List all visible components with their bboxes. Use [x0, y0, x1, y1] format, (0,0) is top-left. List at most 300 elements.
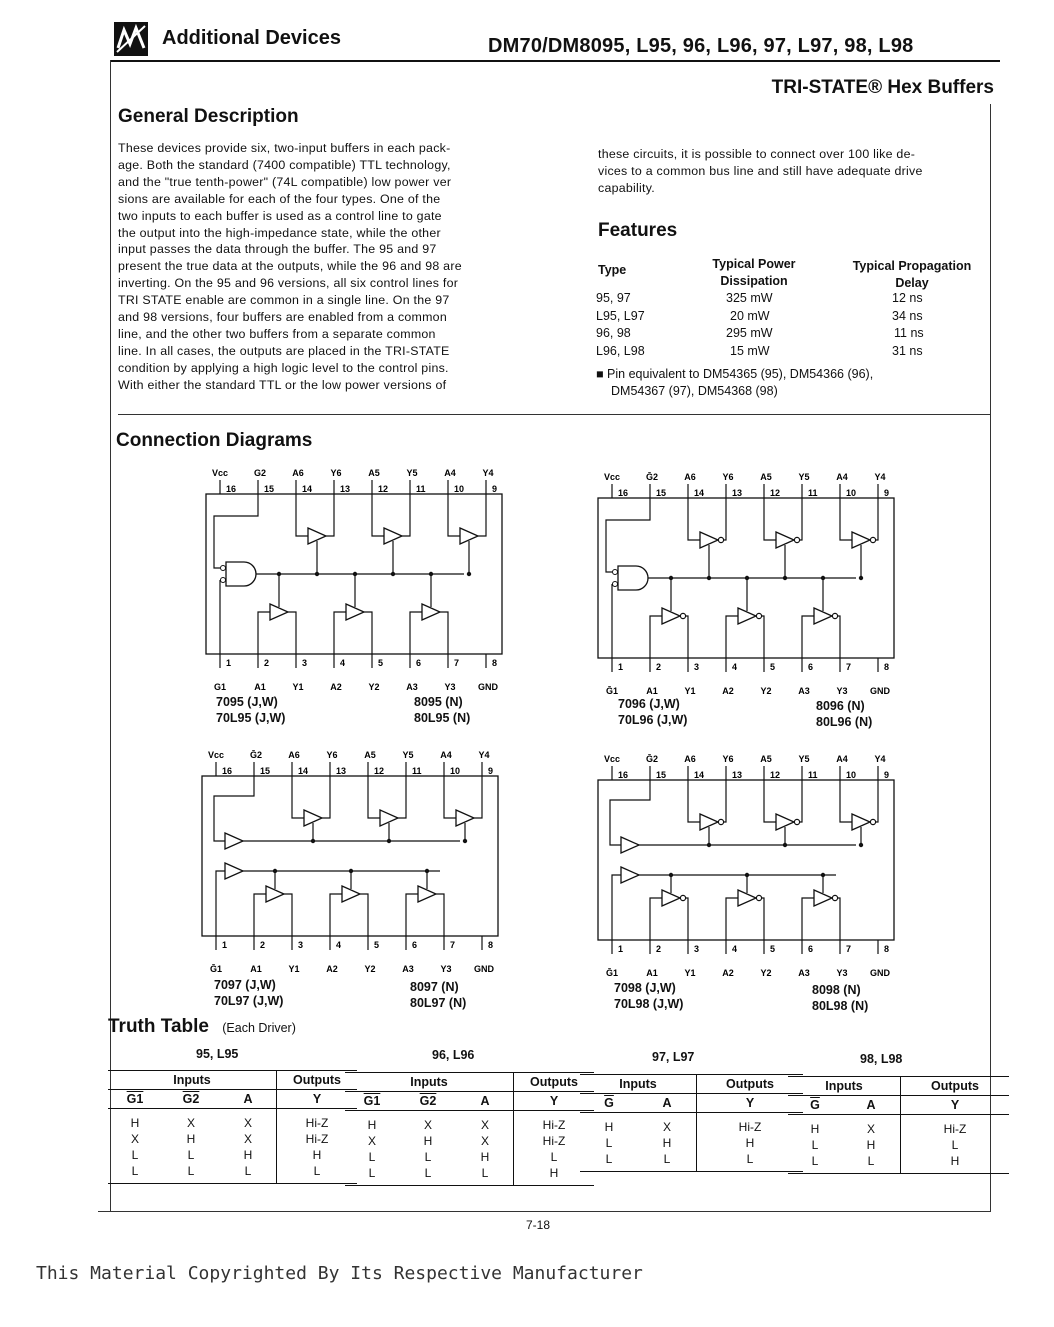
desc-line: vices to a common bus line and still have adequate drive	[598, 163, 923, 178]
general-description-heading: General Description	[118, 106, 299, 127]
wire	[610, 780, 650, 845]
wire	[840, 498, 852, 540]
tt-column-header: A	[220, 1090, 277, 1109]
wire	[326, 494, 334, 536]
bottom-pin-name: A3	[402, 964, 414, 974]
top-pin-name: Y5	[798, 754, 810, 764]
junction-dot	[463, 839, 467, 843]
top-pin-number: 12	[374, 766, 385, 776]
bottom-pin-name: Y1	[684, 968, 696, 978]
schematic-svg	[200, 746, 500, 976]
caption-left-97: 7097 (J,W) 70L97 (J,W)	[214, 978, 284, 1008]
table-cell: L	[399, 1165, 457, 1186]
tt-group-header-row	[108, 1071, 357, 1090]
top-pin-name: Y6	[722, 754, 734, 764]
feature-row: 96, 98 295 mW 11 ns	[596, 326, 924, 340]
table-row	[108, 1163, 357, 1184]
table-cell: H	[367, 1118, 377, 1132]
tt-label-97: 97, L97	[652, 1050, 695, 1064]
desc-line: These devices provide six, two-input buffers in each pack-	[118, 141, 451, 155]
table-cell: X	[186, 1116, 195, 1130]
tt-inputs-header: Inputs	[788, 1077, 901, 1096]
bottom-pin-number: 1	[226, 658, 232, 668]
bottom-pin-name: GND	[474, 964, 494, 974]
truth-table-3	[788, 1076, 1009, 1174]
top-pin-name: A5	[760, 754, 772, 764]
bottom-pin-number: 6	[808, 662, 814, 672]
table-cell: L	[811, 1138, 819, 1152]
desc-line: the output into the high-impedance state, while the other	[118, 225, 441, 240]
tt-column-header: G1	[108, 1090, 162, 1109]
feature-row: L96, L98 15 mW 31 ns	[596, 343, 923, 358]
wire	[726, 616, 738, 658]
wire	[838, 616, 840, 658]
bottom-pin-name: GND	[478, 682, 498, 692]
wire	[216, 871, 225, 936]
table-row	[788, 1153, 1009, 1174]
tt-group-header-row	[580, 1075, 803, 1094]
top-pin-number: 15	[656, 770, 667, 780]
tt-column-header-row	[788, 1096, 1009, 1115]
copyright-notice: This Material Copyrighted By Its Respective Manufacturer	[36, 1263, 643, 1284]
top-pin-name: A5	[760, 472, 772, 482]
top-pin-number: 14	[694, 770, 705, 780]
wire	[726, 898, 738, 940]
top-pin-name: Y5	[406, 468, 418, 478]
top-pin-number: 15	[656, 488, 667, 498]
table-row	[580, 1151, 803, 1172]
bullet-icon: ■	[596, 367, 604, 381]
wire	[762, 898, 764, 940]
bottom-pin-name: A2	[722, 686, 734, 696]
desc-line: age. Both the standard (7400 compatible) TTL technology,	[118, 157, 451, 172]
tt-inputs-header: Inputs	[345, 1073, 514, 1092]
wire	[448, 494, 460, 536]
bottom-pin-name: Ḡ1	[209, 964, 223, 974]
buffer-icon	[225, 833, 243, 849]
inverter-bubble	[870, 819, 875, 824]
bottom-pin-number: 8	[884, 944, 890, 954]
table-cell: L	[697, 1151, 804, 1172]
tt-column-header: G2	[399, 1092, 457, 1111]
top-pin-name: Y4	[874, 754, 886, 764]
features-col-type: Type	[598, 263, 627, 277]
connection-diagram-97	[200, 746, 500, 976]
enable-gate-icon	[618, 566, 648, 590]
wire	[688, 780, 700, 822]
tt-label-96: 96, L96	[432, 1048, 475, 1062]
inverter-bubble	[756, 895, 761, 900]
tt-label-98: 98, L98	[860, 1052, 903, 1066]
connection-diagram-98	[596, 750, 896, 980]
wire	[606, 498, 650, 572]
inverter-bubble	[794, 819, 799, 824]
wire	[410, 612, 422, 654]
table-cell: X	[662, 1120, 671, 1134]
top-pin-name: A6	[288, 750, 300, 760]
junction-dot	[353, 572, 357, 576]
tt-group-header-row	[788, 1077, 1009, 1096]
inverter-bubble	[870, 537, 875, 542]
desc-line: line, and the other two buffers from a separate common	[118, 326, 436, 341]
bottom-pin-number: 6	[412, 940, 418, 950]
top-pin-name: A4	[440, 750, 452, 760]
bottom-pin-number: 2	[260, 940, 266, 950]
caption-right-97: 8097 (N) 80L97 (N)	[410, 980, 467, 1010]
top-pin-number: 14	[694, 488, 705, 498]
table-cell: Hi-Z	[514, 1133, 595, 1149]
bottom-pin-name: A2	[330, 682, 342, 692]
desc-line: input passes the data through the buffer. The 95 and 97	[118, 242, 437, 257]
desc-line: inverting. On the 95 and 96 versions, all six control lines for	[118, 276, 459, 291]
table-cell: X	[423, 1118, 432, 1132]
inverter-bubble	[680, 613, 685, 618]
desc-line: With either the standard TTL or the low power versions of	[118, 377, 447, 392]
desc-line: line. In all cases, the outputs are placed in the TRI-STATE	[118, 343, 450, 358]
bottom-pin-name: Y3	[836, 686, 848, 696]
desc-line: sions are available for each of the four types. One of the	[118, 191, 441, 206]
top-pin-number: 13	[336, 766, 347, 776]
wire	[800, 780, 802, 822]
wire	[688, 498, 700, 540]
junction-dot	[859, 843, 863, 847]
wire	[686, 616, 688, 658]
bottom-pin-name: A2	[326, 964, 338, 974]
inverter-bubble	[718, 819, 723, 824]
top-pin-name: G2	[253, 468, 267, 478]
wire	[612, 875, 621, 940]
features-col-delay: Typical Propagation Delay	[852, 259, 972, 290]
top-pin-name: Y4	[478, 750, 490, 760]
table-row	[788, 1115, 1009, 1138]
tt-column-header: $\overline{G}$	[788, 1096, 842, 1115]
general-description-left	[118, 140, 518, 394]
bottom-pin-number: 2	[264, 658, 270, 668]
top-pin-number: 15	[264, 484, 275, 494]
bottom-pin-name: Y2	[364, 964, 376, 974]
table-cell: H	[186, 1132, 196, 1146]
top-pin-name: A6	[684, 472, 696, 482]
table-cell: L	[108, 1163, 162, 1184]
package-outline	[202, 776, 498, 936]
bottom-pin-name: A1	[254, 682, 266, 692]
wire	[364, 612, 372, 654]
top-pin-name: Vcc	[603, 472, 621, 482]
connection-diagram-96	[596, 468, 896, 698]
buffer-triangle	[621, 837, 639, 853]
caption-right-95: 8095 (N) 80L95 (N)	[414, 695, 471, 725]
junction-dot	[783, 843, 787, 847]
bottom-pin-number: 5	[374, 940, 380, 950]
wire	[402, 494, 410, 536]
top-pin-number: 10	[846, 770, 857, 780]
desc-line: and 98 versions, four buffers are enabled from a common	[118, 310, 447, 325]
table-row	[345, 1133, 594, 1149]
table-cell: L	[605, 1136, 613, 1150]
table-cell: H	[604, 1120, 614, 1134]
top-pin-number: 12	[770, 770, 781, 780]
wire	[360, 894, 368, 936]
junction-dot	[425, 869, 429, 873]
junction-dot	[669, 873, 673, 877]
junction-dot	[277, 572, 281, 576]
table-row	[580, 1113, 803, 1136]
desc-line: present the true data at the outputs, while the 96 and 98 are	[118, 259, 462, 274]
top-pin-number: 16	[618, 770, 629, 780]
caption-left-95: 7095 (J,W) 70L95 (J,W)	[216, 695, 286, 725]
bottom-pin-name: Y1	[684, 686, 696, 696]
top-pin-number: 13	[340, 484, 351, 494]
table-cell: H	[423, 1134, 433, 1148]
inverting-buffer-icon	[814, 608, 838, 624]
table-cell: X	[243, 1116, 252, 1130]
junction-dot	[821, 873, 825, 877]
tt-label-95: 95, L95	[196, 1047, 239, 1061]
inverting-buffer-icon	[852, 814, 876, 830]
table-cell: L	[131, 1148, 139, 1162]
wire	[322, 776, 330, 818]
truth-table-1	[345, 1072, 594, 1186]
inverter-bubble	[680, 895, 685, 900]
table-cell: H	[866, 1138, 876, 1152]
top-pin-name: Y4	[482, 468, 494, 478]
top-pin-number: 16	[222, 766, 233, 776]
bottom-pin-name: Y2	[760, 968, 772, 978]
top-pin-number: 10	[846, 488, 857, 498]
part-numbers: DM70/DM8095, L95, 96, L96, 97, L97, 98, L98	[488, 35, 914, 57]
truth-table-0	[108, 1070, 357, 1184]
inverter-bubble	[832, 895, 837, 900]
bottom-pin-number: 7	[846, 944, 852, 954]
bottom-pin-name: Y3	[440, 964, 452, 974]
connection-diagram-95	[204, 464, 504, 694]
table-cell: Hi-Z	[514, 1111, 595, 1134]
top-pin-name: Vcc	[211, 468, 229, 478]
top-pin-name: Vcc	[603, 754, 621, 764]
bottom-pin-number: 6	[416, 658, 422, 668]
table-cell: L	[901, 1137, 1010, 1153]
tt-column-header: A	[457, 1092, 514, 1111]
left-border	[110, 60, 111, 1212]
wire	[650, 616, 662, 658]
inverting-buffer-icon	[738, 890, 762, 906]
wire	[876, 780, 878, 822]
desc-line: these circuits, it is possible to connect over 100 like de-	[598, 147, 916, 161]
wire	[254, 894, 266, 936]
feature-row: 95, 97 325 mW 12 ns	[596, 291, 923, 305]
feature-row: L95, L97 20 mW 34 ns	[596, 308, 923, 323]
junction-dot	[707, 576, 711, 580]
wire	[474, 776, 482, 818]
tt-outputs-header: Outputs	[277, 1071, 358, 1090]
bottom-pin-number: 5	[770, 662, 776, 672]
tt-inputs-header: Inputs	[108, 1071, 277, 1090]
bottom-pin-number: 8	[492, 658, 498, 668]
inverting-buffer-icon	[662, 890, 686, 906]
schematic-svg	[596, 750, 896, 980]
wire	[762, 616, 764, 658]
desc-line: condition by applying a high logic level to the control pins.	[118, 360, 449, 375]
wire	[876, 498, 878, 540]
inverting-buffer-icon	[814, 890, 838, 906]
table-cell: L	[162, 1163, 220, 1184]
junction-dot	[745, 576, 749, 580]
bottom-pin-number: 4	[340, 658, 346, 668]
top-pin-number: 10	[450, 766, 461, 776]
bottom-pin-number: 7	[454, 658, 460, 668]
bottom-pin-number: 1	[222, 940, 228, 950]
top-pin-number: 15	[260, 766, 271, 776]
inverter-bubble	[832, 613, 837, 618]
wire	[802, 616, 814, 658]
tt-column-header-row	[108, 1090, 357, 1109]
table-row	[345, 1165, 594, 1186]
bottom-pin-name: Y3	[444, 682, 456, 692]
tt-column-header: Y	[514, 1092, 595, 1111]
top-pin-number: 10	[454, 484, 465, 494]
bottom-pin-name: GND	[870, 686, 890, 696]
bottom-pin-number: 8	[488, 940, 494, 950]
top-pin-number: 12	[770, 488, 781, 498]
table-cell: L	[514, 1149, 595, 1165]
bottom-pin-number: 7	[846, 662, 852, 672]
bottom-pin-number: 4	[732, 944, 738, 954]
caption-left-98: 7098 (J,W) 70L98 (J,W)	[614, 981, 684, 1011]
bottom-pin-name: Y2	[760, 686, 772, 696]
table-cell: L	[457, 1165, 514, 1186]
wire	[214, 776, 254, 841]
inverting-buffer-icon	[776, 814, 800, 830]
features-heading: Features	[598, 220, 678, 241]
table-cell: X	[866, 1122, 875, 1136]
inverting-buffer-icon	[776, 532, 800, 548]
national-semiconductor-logo-icon	[114, 22, 148, 56]
bottom-pin-name: GND	[870, 968, 890, 978]
top-pin-name: Y6	[330, 468, 342, 478]
features-col-power: Typical Power Dissipation	[712, 257, 796, 288]
caption-right-98: 8098 (N) 80L98 (N)	[812, 983, 869, 1013]
table-cell: X	[480, 1134, 489, 1148]
table-cell: H	[810, 1122, 820, 1136]
tt-outputs-header: Outputs	[697, 1075, 804, 1094]
junction-dot	[783, 576, 787, 580]
table-cell: H	[901, 1153, 1010, 1174]
junction-dot	[387, 839, 391, 843]
right-border	[990, 104, 991, 1212]
junction-dot	[745, 873, 749, 877]
wire	[802, 898, 814, 940]
table-row	[580, 1135, 803, 1151]
top-pin-name: A5	[368, 468, 380, 478]
top-pin-name: A5	[364, 750, 376, 760]
table-cell: L	[368, 1150, 376, 1164]
top-pin-number: 16	[226, 484, 237, 494]
bottom-pin-number: 2	[656, 944, 662, 954]
wire	[284, 894, 292, 936]
table-row	[788, 1137, 1009, 1153]
table-cell: L	[220, 1163, 277, 1184]
bottom-pin-number: 3	[298, 940, 304, 950]
bottom-pin-name: Y1	[292, 682, 304, 692]
table-cell: X	[130, 1132, 139, 1146]
top-pin-name: A6	[292, 468, 304, 478]
wire	[686, 898, 688, 940]
table-row	[108, 1131, 357, 1147]
top-pin-number: 9	[884, 488, 890, 498]
wire	[764, 498, 776, 540]
bottom-pin-name: Ḡ1	[605, 968, 619, 978]
buffer-triangle	[225, 833, 243, 849]
header-rule	[110, 60, 1000, 62]
junction-dot	[273, 869, 277, 873]
enable-gate-icon	[226, 562, 256, 586]
tt-column-header: Y	[697, 1094, 804, 1113]
inverting-buffer-icon	[852, 532, 876, 548]
top-pin-number: 11	[808, 770, 818, 780]
tt-column-header: A	[638, 1094, 697, 1113]
bottom-pin-number: 3	[694, 662, 700, 672]
junction-dot	[429, 572, 433, 576]
wire	[478, 494, 486, 536]
table-row	[108, 1109, 357, 1132]
table-row	[345, 1111, 594, 1134]
connection-diagrams-heading: Connection Diagrams	[116, 430, 313, 451]
junction-dot	[311, 839, 315, 843]
wire	[436, 894, 444, 936]
general-description-right	[598, 146, 998, 197]
top-pin-number: 11	[416, 484, 426, 494]
junction-dot	[467, 572, 471, 576]
desc-line: two inputs to each buffer is used as a control line to gate	[118, 208, 442, 223]
bottom-pin-number: 4	[732, 662, 738, 672]
wire	[368, 776, 380, 818]
top-pin-name: A6	[684, 754, 696, 764]
page-number: 7-18	[526, 1218, 551, 1232]
bottom-pin-number: 4	[336, 940, 342, 950]
table-cell: H	[480, 1150, 490, 1164]
top-pin-name: A4	[836, 754, 848, 764]
top-pin-number: 14	[298, 766, 309, 776]
gate-input-bubble	[221, 566, 226, 571]
top-pin-number: 9	[492, 484, 498, 494]
wire	[724, 780, 726, 822]
bottom-pin-number: 1	[618, 662, 624, 672]
truth-table-subheading: (Each Driver)	[222, 1021, 296, 1035]
junction-dot	[707, 843, 711, 847]
bottom-pin-number: 6	[808, 944, 814, 954]
wire	[764, 780, 776, 822]
junction-dot	[859, 576, 863, 580]
top-pin-name: Ḡ2	[249, 750, 263, 760]
tt-column-header-row	[345, 1092, 594, 1111]
bottom-pin-name: A1	[646, 968, 658, 978]
table-row	[345, 1149, 594, 1165]
gate-input-bubble	[613, 570, 618, 575]
tt-column-header: G2	[162, 1090, 220, 1109]
buffer-icon	[621, 867, 639, 883]
junction-dot	[349, 869, 353, 873]
tt-column-header: Y	[277, 1090, 358, 1109]
table-cell: L	[187, 1148, 195, 1162]
tt-column-header: A	[842, 1096, 901, 1115]
wire	[372, 494, 384, 536]
tt-column-header: Y	[901, 1096, 1010, 1115]
wire	[292, 776, 304, 818]
bottom-pin-name: G1	[213, 682, 227, 692]
wire	[288, 612, 296, 654]
gate-input-bubble	[221, 578, 226, 583]
wire	[444, 776, 456, 818]
